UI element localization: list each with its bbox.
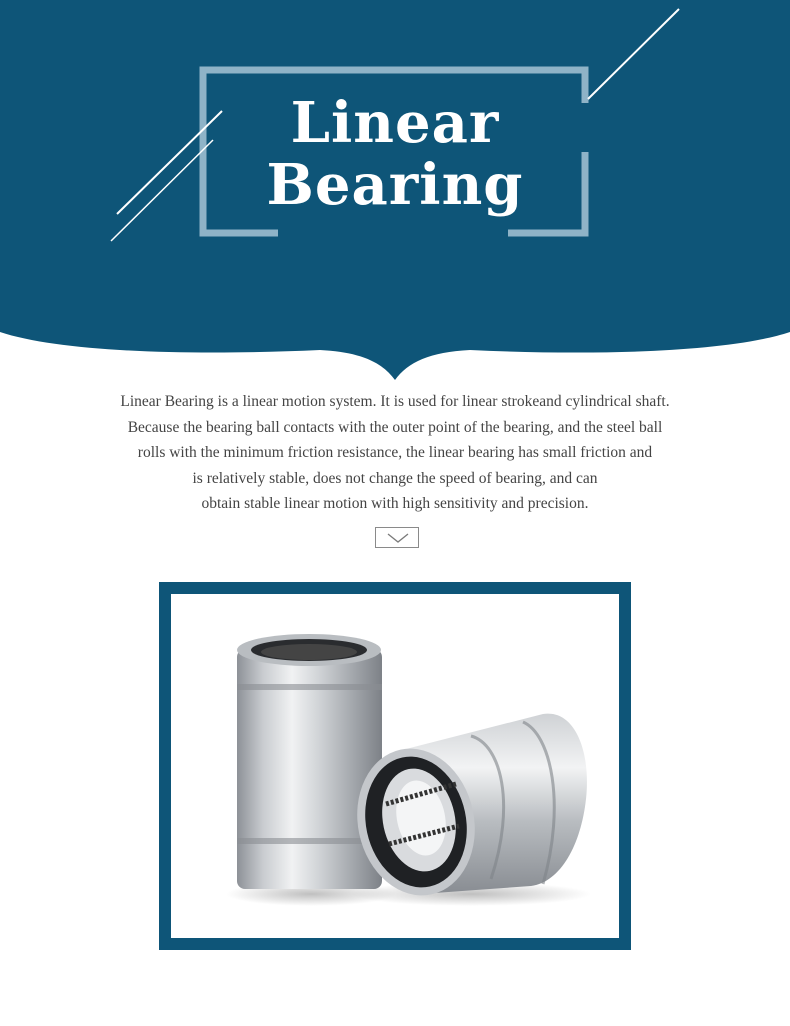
description-line: obtain stable linear motion with high sensitivity and precision. — [201, 495, 589, 512]
product-image — [171, 594, 619, 938]
title-line-2: Bearing — [266, 152, 524, 218]
description-line: is relatively stable, does not change the speed of bearing, and can — [192, 469, 598, 487]
linear-bearing-photo — [171, 594, 619, 938]
description-line: rolls with the minimum friction resistance, the linear bearing has small friction and — [137, 444, 653, 461]
description-line: Linear Bearing is a linear motion system. It is used for linear strokeand cylindrical shaft. — [120, 393, 670, 410]
page-title — [205, 92, 585, 216]
description-line: Because the bearing ball contacts with the outer point of the bearing, and the steel ball — [127, 418, 663, 436]
product-image-frame — [159, 582, 631, 950]
chevron-down-icon — [376, 528, 420, 549]
header-banner — [0, 0, 790, 400]
product-description — [40, 389, 750, 517]
title-line-1: Linear — [290, 90, 500, 156]
scroll-down-button[interactable] — [375, 527, 419, 548]
